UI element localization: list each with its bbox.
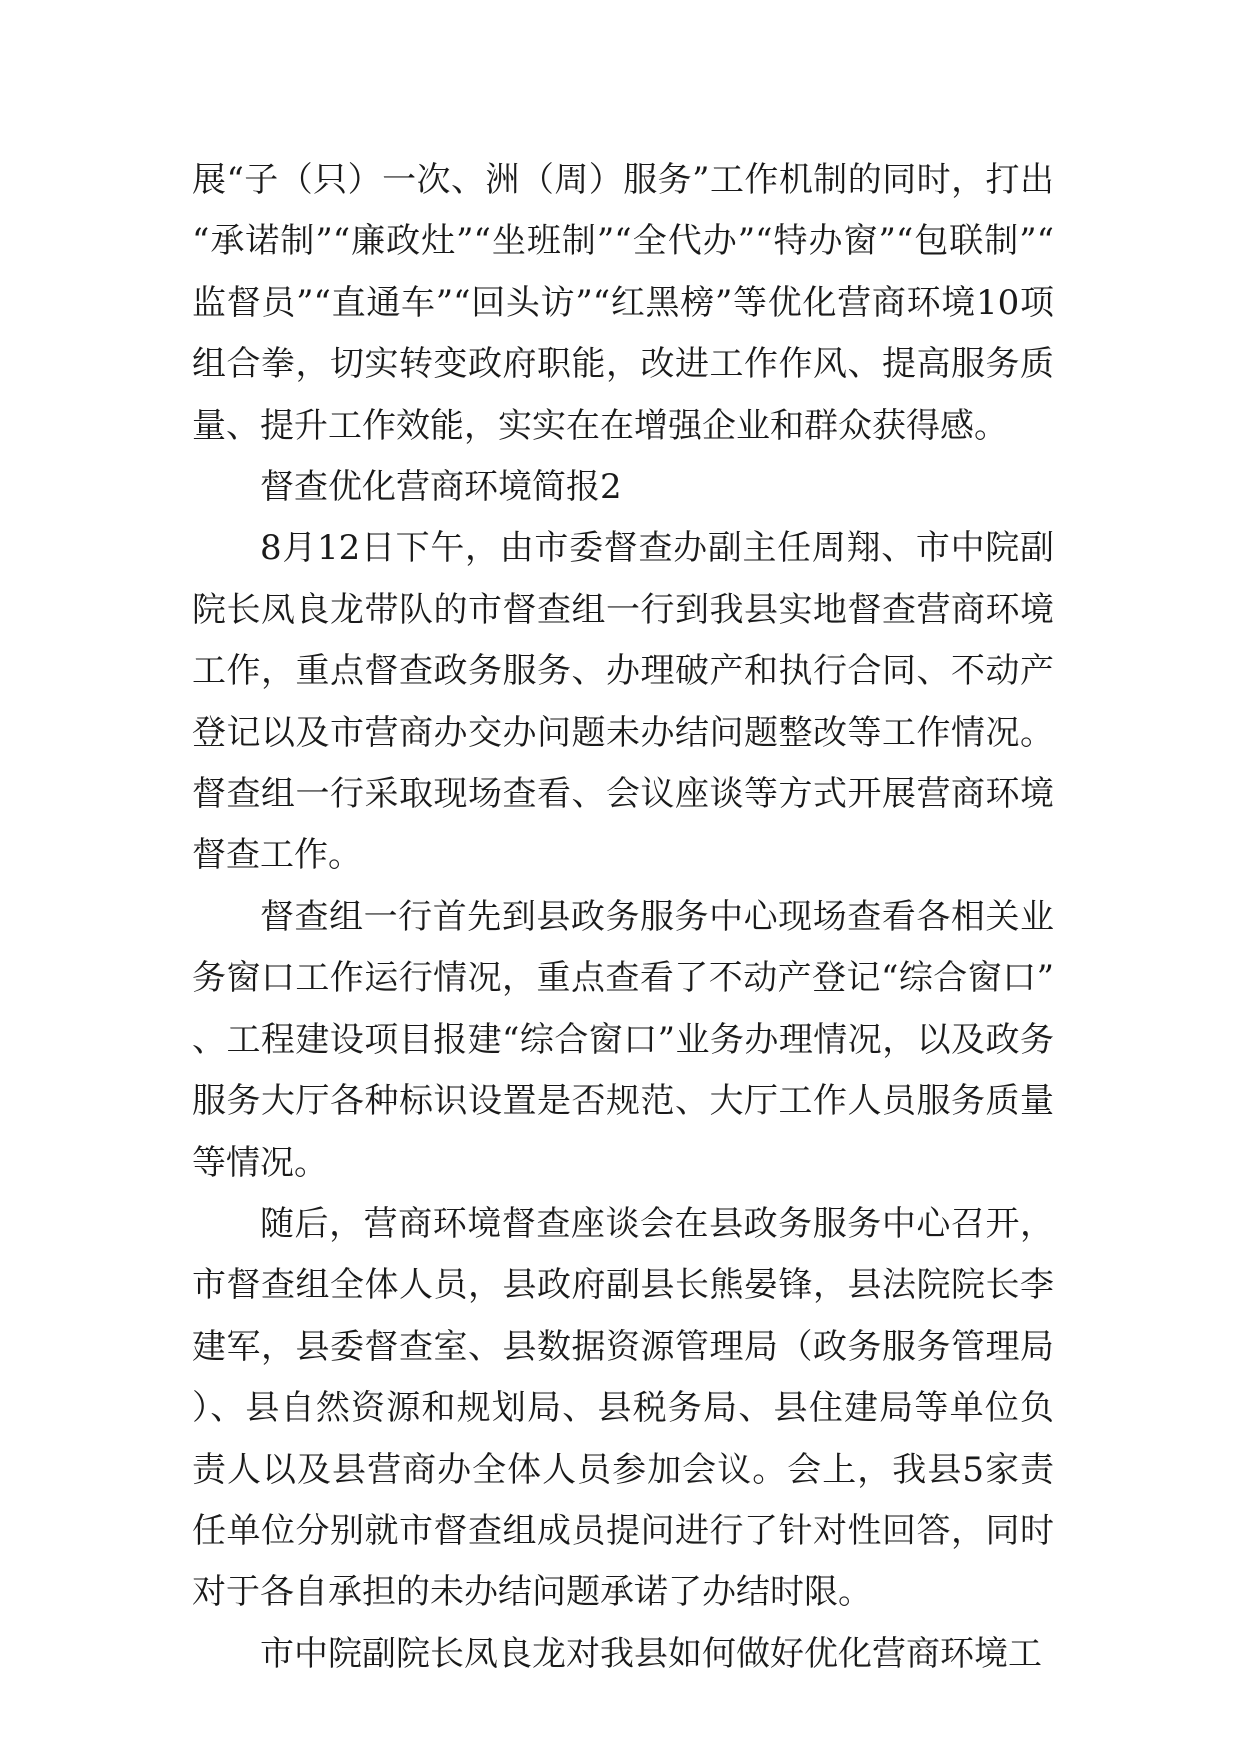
paragraph: 8月12日下午，由市委督查办副主任周翔、市中院副院长凤良龙带队的市督查组一行到我县实地督查营商环境工作，重点督查政务服务、办理破产和执行合同、不动产登记以及市营商办交办问题未办结问题整改等工作情况。督查组一行采取现场查看、会议座谈等方式开展营商环境督查工作。 bbox=[192, 528, 1054, 876]
paragraph: 督查组一行首先到县政务服务中心现场查看各相关业务窗口工作运行情况，重点查看了不动产登记“综合窗口”、工程建设项目报建“综合窗口”业务办理情况，以及政务服务大厅各种标识设置是否规范、大厅工作人员服务质量等情况。 bbox=[192, 896, 1054, 1183]
document-body bbox=[192, 150, 1054, 1685]
paragraph-continuation: 展“子（只）一次、洲（周）服务”工作机制的同时，打出“承诺制”“廉政灶”“坐班制”“全代办”“特办窗”“包联制”“监督员”“直通车”“回头访”“红黑榜”等优化营商环境10项组合拳，切实转变政府职能，改进工作作风、提高服务质量、提升工作效能，实实在在增强企业和群众获得感。 bbox=[192, 160, 1054, 446]
paragraph: 市中院副院长凤良龙对我县如何做好优化营商环境工 bbox=[260, 1633, 1042, 1674]
section-heading: 督查优化营商环境简报2 bbox=[260, 467, 622, 508]
paragraph: 随后，营商环境督查座谈会在县政务服务中心召开，市督查组全体人员，县政府副县长熊晏锋，县法院院长李建军，县委督查室、县数据资源管理局（政务服务管理局）、县自然资源和规划局、县税务局、县住建局等单位负责人以及县营商办全体人员参加会议。会上，我县5家责任单位分别就市督查组成员提问进行了针对性回答，同时对于各自承担的未办结问题承诺了办结时限。 bbox=[192, 1203, 1054, 1613]
